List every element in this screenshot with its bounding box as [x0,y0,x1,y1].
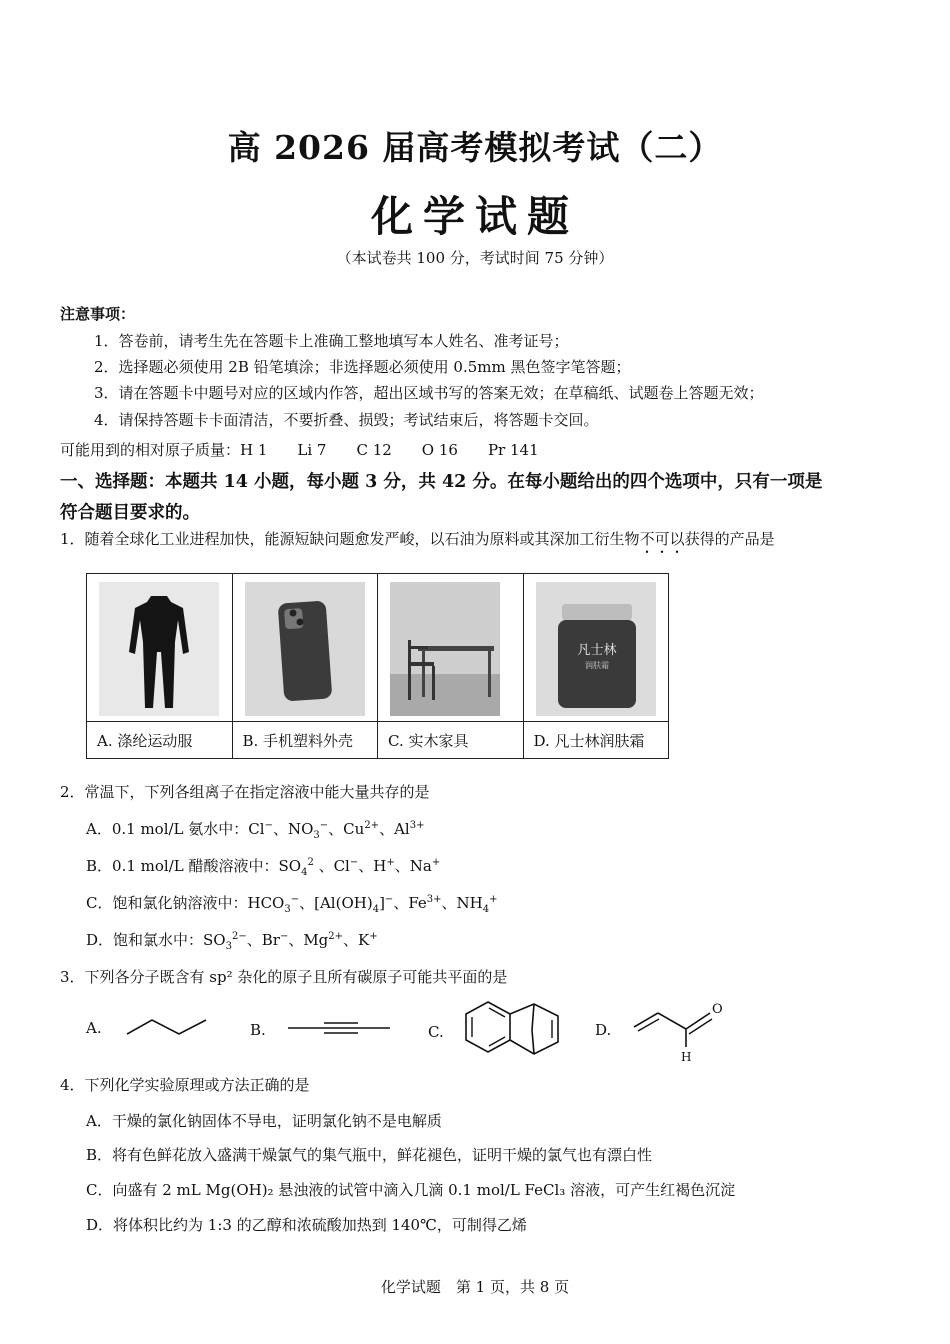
oxygen-atom-label: O [712,1002,723,1017]
q2-option-a: A．0.1 mol/L 氨水中：Cl−、$NO_3^-$、$Cu^{2+}$、$Al^{3+}$ [86,820,425,841]
jar-label: 凡士林 [576,643,617,658]
atomic-mass-line: 可能用到的相对原子质量：H 1 Li 7 C 12 O 16 Pr 141 [60,441,539,459]
acrolein-structure [630,997,730,1065]
q3-label-c: C. [428,1023,444,1041]
q2-option-b: B．0.1 mol/L 醋酸溶液中：$SO_4^2$ 、Cl−、H+、Na+ [86,857,441,878]
phone-case-image [245,582,366,716]
q2-option-d: D．饱和氯水中：$SO_3^{2-}$、Br−、$Mg^{2+}$、K+ [86,931,378,952]
section-heading-cont: 符合题目要求的。 [60,503,200,523]
q3-label-d: D. [595,1021,612,1039]
q1-option-d [524,574,669,758]
notice-item: 2．选择题必须使用 2B 铅笔填涂；非选择题必须使用 0.5mm 黑色签字笔答题； [94,358,631,376]
q3-label-b: B. [250,1021,266,1039]
q3-label-a: A. [86,1019,102,1037]
notice-item: 1．答卷前，请考生先在答题卡上准确工整地填写本人姓名、准考证号； [94,332,569,350]
notice-heading: 注意事项： [60,305,136,323]
butyne-structure [286,1018,392,1038]
q1-caption-c: C. 实木家具 [378,721,523,758]
section-heading: 一、选择题：本题共 14 小题，每小题 3 分，共 42 分。在每小题给出的四个选项中，只有一项是 [60,472,823,492]
q1-caption-b: B. 手机塑料外壳 [233,721,378,758]
q4-option-a: A．干燥的氯化钠固体不导电，证明氯化钠不是电解质 [86,1112,442,1130]
subject-title: 化学试题 [370,192,579,241]
benzonorbornadiene-structure [458,998,568,1060]
q1-option-b [233,574,379,758]
q1-option-a [87,574,233,758]
butane-structure [124,1014,210,1040]
q1-option-table [86,573,669,759]
q4-stem: 4．下列化学实验原理或方法正确的是 [60,1076,310,1094]
notice-item: 4．请保持答题卡卡面清洁，不要折叠、损毁；考试结束后，将答题卡交回。 [94,411,599,429]
wood-furniture-image [390,582,511,716]
q4-option-d: D．将体积比约为 1:3 的乙醇和浓硫酸加热到 140℃，可制得乙烯 [86,1216,527,1234]
jar-sublabel: 润肤霜 [584,661,609,670]
q1-emphasis: 不可以 [639,530,685,548]
notice-item: 3．请在答题卡中题号对应的区域内作答，超出区域书写的答案无效；在草稿纸、试题卷上答题无效； [94,384,764,402]
sportswear-image [99,582,220,716]
hydrogen-atom-label: H [681,1050,692,1064]
q4-option-b: B．将有色鲜花放入盛满干燥氯气的集气瓶中，鲜花褪色，证明干燥的氯气也有漂白性 [86,1146,653,1164]
q1-option-c [378,574,524,758]
q1-caption-a: A. 涤纶运动服 [87,721,232,758]
q2-stem: 2．常温下，下列各组离子在指定溶液中能大量共存的是 [60,783,430,801]
q1-stem: 1．随着全球化工业进程加快，能源短缺问题愈发严峻，以石油为原料或其深加工衍生物不可以获得的产品是 [60,530,775,548]
q1-caption-d: D. 凡士林润肤霜 [524,721,669,758]
exam-title: 高 2026 届高考模拟考试（二） [227,128,723,167]
q4-option-c: C．向盛有 2 mL Mg(OH)₂ 悬浊液的试管中滴入几滴 0.1 mol/L FeCl₃ 溶液，可产生红褐色沉淀 [86,1181,736,1199]
exam-info: （本试卷共 100 分，考试时间 75 分钟） [336,249,614,267]
q3-stem: 3．下列各分子既含有 sp² 杂化的原子且所有碳原子可能共平面的是 [60,968,508,986]
q2-option-c: C．饱和氯化钠溶液中：$HCO_3^-$、$[Al(OH)_4]^-$、$Fe^{3+}$、$NH_4^+$ [86,894,498,915]
page-footer: 化学试题 第 1 页，共 8 页 [380,1278,570,1296]
vaseline-jar-image [536,582,657,716]
